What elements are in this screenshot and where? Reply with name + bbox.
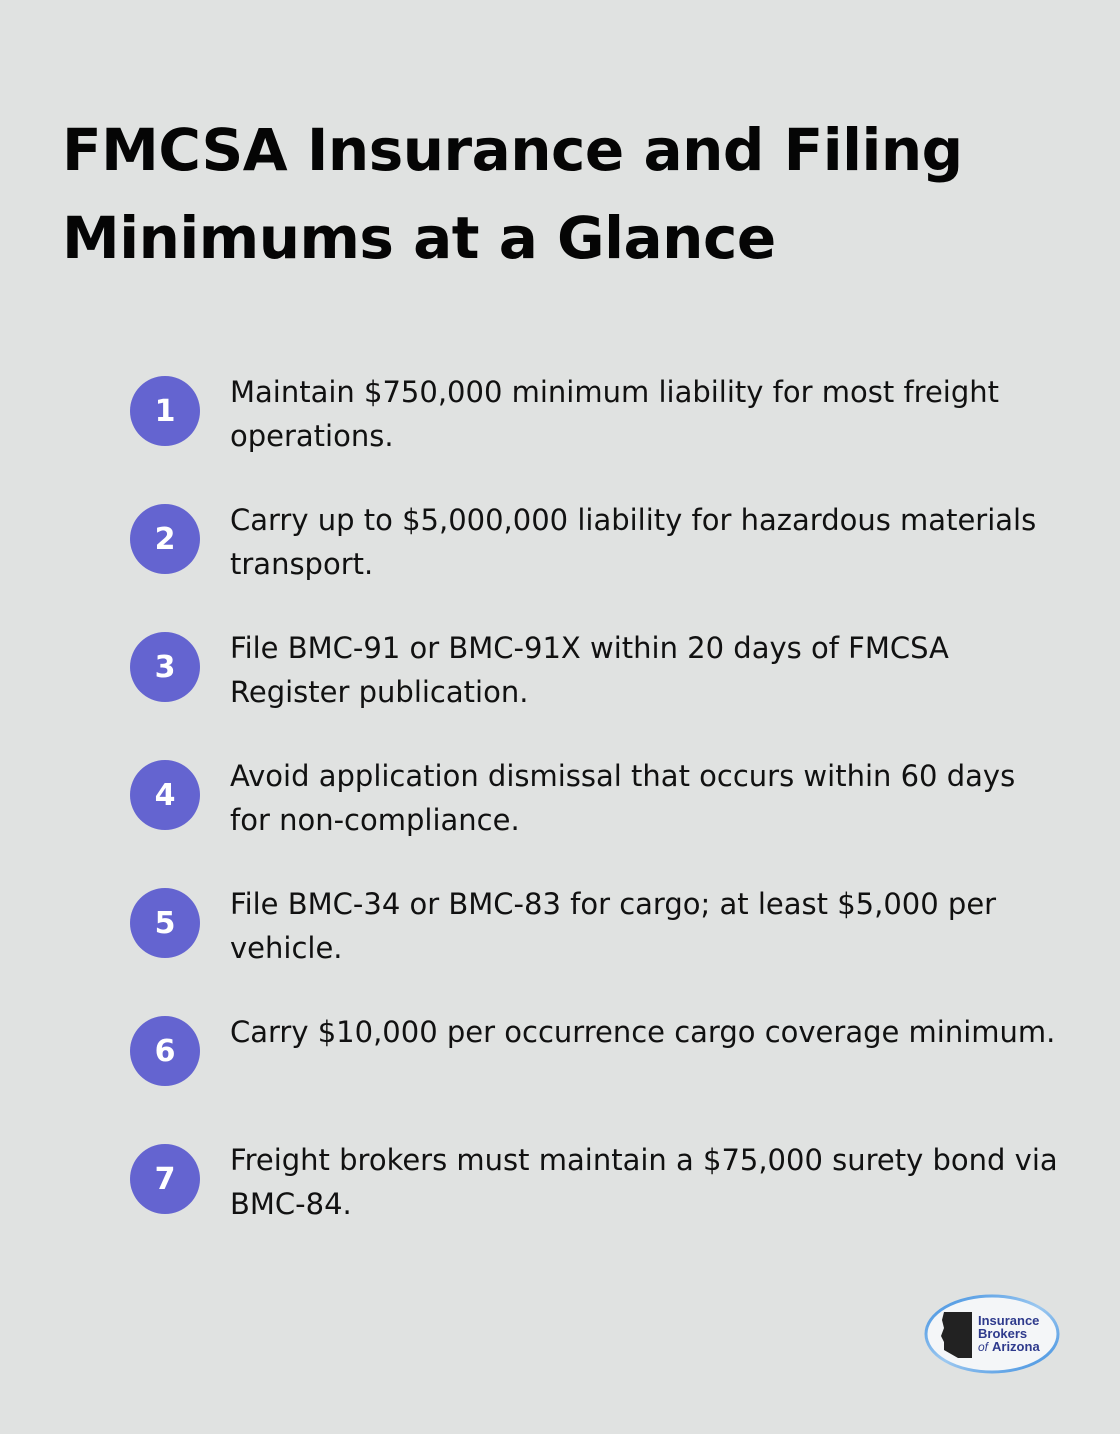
list-item (130, 882, 1070, 982)
step-number-badge: 5 (130, 888, 200, 958)
item-text: Maintain $750,000 minimum liability for most freight operations. (230, 375, 1000, 453)
step-number-badge: 2 (130, 504, 200, 574)
company-logo (922, 1292, 1062, 1376)
svg-text:Brokers: Brokers (978, 1326, 1028, 1341)
item-text: Carry up to $5,000,000 liability for hazardous materials transport. (230, 503, 1037, 581)
item-text: Avoid application dismissal that occurs within 60 days for non-compliance. (230, 759, 1016, 837)
step-number-badge: 1 (130, 376, 200, 446)
list-item (130, 370, 1070, 470)
list-item (130, 1138, 1070, 1238)
svg-text:Insurance: Insurance (978, 1313, 1040, 1328)
svg-text:Arizona: Arizona (992, 1339, 1040, 1354)
item-text: Freight brokers must maintain a $75,000 surety bond via BMC-84. (230, 1143, 1058, 1221)
logo-emblem (922, 1292, 1062, 1376)
step-number-badge: 7 (130, 1144, 200, 1214)
step-number-badge: 6 (130, 1016, 200, 1086)
item-text: File BMC-91 or BMC-91X within 20 days of FMCSA Register publication. (230, 631, 949, 709)
list-item (130, 1010, 1070, 1110)
list-item (130, 754, 1070, 854)
item-text: File BMC-34 or BMC-83 for cargo; at least $5,000 per vehicle. (230, 887, 997, 965)
step-number-badge: 4 (130, 760, 200, 830)
list-item (130, 498, 1070, 598)
item-text: Carry $10,000 per occurrence cargo coverage minimum. (230, 1015, 1056, 1049)
svg-text:of: of (978, 1340, 989, 1354)
step-number-badge: 3 (130, 632, 200, 702)
list-item (130, 626, 1070, 726)
page-title: FMCSA Insurance and Filing Minimums at a Glance (62, 116, 963, 272)
